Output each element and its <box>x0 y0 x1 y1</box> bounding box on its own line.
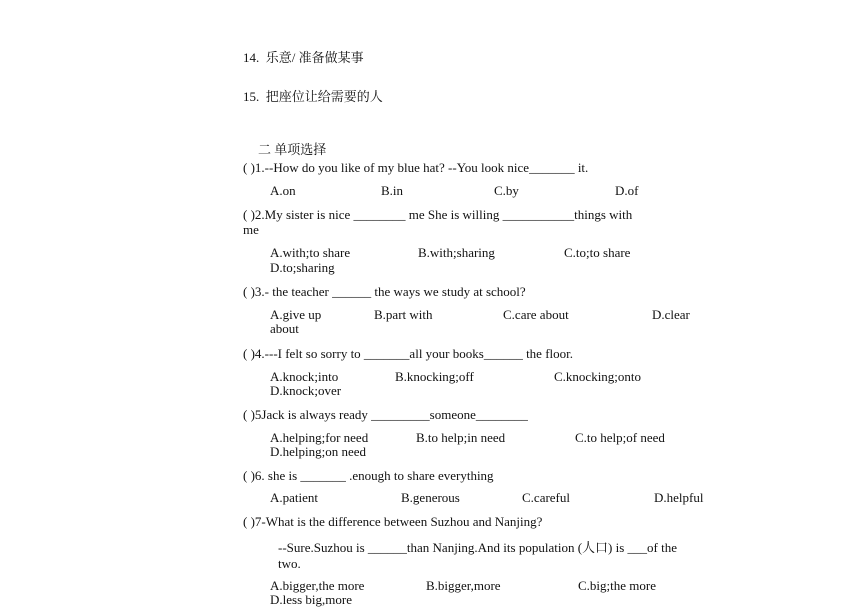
q7-option-a: A.bigger,the more <box>270 578 365 593</box>
question-7-sub-line: --Sure.Suzhou is ______than Nanjing.And its population (人口) is ___of the <box>278 540 677 555</box>
q4-option-b: B.knocking;off <box>395 369 474 384</box>
phrase-number: 14. <box>243 50 260 65</box>
question-7-stem: ( )7-What is the difference between Suzhou and Nanjing? <box>243 514 543 529</box>
q5-option-a: A.helping;for need <box>270 430 369 445</box>
question-3-stem: ( )3.- the teacher ______ the ways we study at school? <box>243 284 526 299</box>
q5-option-b: B.to help;in need <box>416 430 506 445</box>
q4-option-a: A.knock;into <box>270 369 339 384</box>
q3-option-b: B.part with <box>374 307 433 322</box>
question-2-stem-continued: me <box>243 222 259 237</box>
question-2-stem: ( )2.My sister is nice ________ me She is willing ___________things with <box>243 207 633 222</box>
phrase-14 <box>243 50 364 65</box>
q1-option-b: B.in <box>381 183 404 198</box>
question-7-sub-line-continued: two. <box>278 556 301 571</box>
phrase-15 <box>243 89 383 104</box>
q2-option-d: D.to;sharing <box>270 260 335 275</box>
question-6-stem: ( )6. she is _______ .enough to share everything <box>243 468 494 483</box>
q3-option-a: A.give up <box>270 307 322 322</box>
question-5-stem: ( )5Jack is always ready _________someone________ <box>243 407 528 422</box>
phrase-text: 乐意/ 准备做某事 <box>265 50 364 65</box>
q7-option-b: B.bigger,more <box>426 578 501 593</box>
question-1-stem: ( )1.--How do you like of my blue hat? --You look nice_______ it. <box>243 160 589 175</box>
question-4-stem: ( )4.---I felt so sorry to _______all your books______ the floor. <box>243 346 574 361</box>
q1-option-a: A.on <box>270 183 296 198</box>
phrase-text: 把座位让给需要的人 <box>265 89 383 104</box>
q5-option-d: D.helping;on need <box>270 444 367 459</box>
q2-option-b: B.with;sharing <box>418 245 495 260</box>
q5-option-c: C.to help;of need <box>575 430 665 445</box>
q1-option-c: C.by <box>494 183 519 198</box>
q2-option-a: A.with;to share <box>270 245 351 260</box>
q4-option-d: D.knock;over <box>270 383 342 398</box>
phrase-number: 15. <box>243 89 260 104</box>
q4-option-c: C.knocking;onto <box>554 369 642 384</box>
q3-option-d-continued: about <box>270 321 299 336</box>
section-title: 二 单项选择 <box>258 142 327 157</box>
q6-option-c: C.careful <box>522 490 571 505</box>
q7-option-c: C.big;the more <box>578 578 656 593</box>
q6-option-b: B.generous <box>401 490 460 505</box>
q3-option-c: C.care about <box>503 307 569 322</box>
q3-option-d: D.clear <box>652 307 690 322</box>
q7-option-d: D.less big,more <box>270 592 352 607</box>
q6-option-a: A.patient <box>270 490 319 505</box>
q2-option-c: C.to;to share <box>564 245 631 260</box>
q6-option-d: D.helpful <box>654 490 704 505</box>
q1-option-d: D.of <box>615 183 639 198</box>
